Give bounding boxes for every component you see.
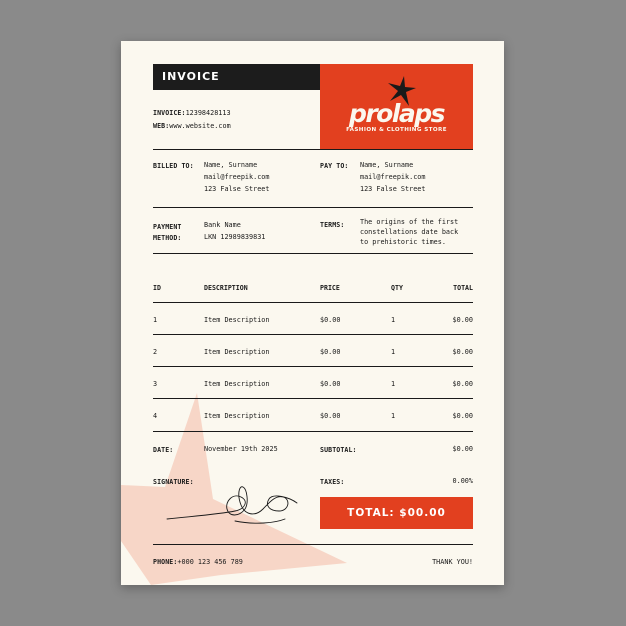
total-label: TOTAL:: [347, 507, 395, 519]
billed-to-email: mail@freepik.com: [204, 173, 270, 181]
terms-line2: constellations date back: [360, 228, 459, 236]
brand-box: [320, 64, 473, 149]
brand-tagline: FASHION & CLOTHING STORE: [346, 127, 447, 133]
row-qty: 1: [391, 412, 396, 420]
row-total: $0.00: [452, 316, 473, 324]
row-qty: 1: [391, 348, 396, 356]
invoice-title: INVOICE: [162, 70, 220, 83]
pay-to-address: 123 False Street: [360, 185, 426, 193]
pay-to-name: Name, Surname: [360, 161, 414, 169]
payment-method-label-line2: METHOD:: [153, 234, 182, 242]
divider: [153, 149, 473, 150]
total-value: $00.00: [399, 507, 446, 519]
terms-line3: to prehistoric times.: [360, 238, 446, 246]
row-id: 3: [153, 380, 158, 388]
pay-to-label: PAY TO:: [320, 162, 349, 170]
website-value: www.website.com: [169, 122, 231, 130]
phone-value: +000 123 456 789: [177, 558, 243, 566]
bank-account: LKN 12989839831: [204, 233, 266, 241]
row-total: $0.00: [452, 348, 473, 356]
invoice-number-label: INVOICE:: [153, 109, 186, 117]
subtotal-value: $0.00: [452, 445, 473, 453]
invoice-number-line: [153, 107, 231, 119]
row-price: $0.00: [320, 380, 341, 388]
signature-label: SIGNATURE:: [153, 478, 194, 486]
col-header-qty: QTY: [391, 284, 403, 292]
signature-scribble: [165, 483, 301, 529]
divider: [153, 253, 473, 254]
billed-to-name: Name, Surname: [204, 161, 258, 169]
date-label: DATE:: [153, 446, 174, 454]
col-header-total: TOTAL: [453, 284, 473, 292]
row-description: Item Description: [204, 348, 270, 356]
taxes-value: 0.00%: [452, 477, 473, 485]
row-description: Item Description: [204, 412, 270, 420]
website-line: [153, 120, 231, 132]
grand-total-box: [320, 497, 473, 529]
payment-method-label-line1: PAYMENT: [153, 223, 182, 231]
divider: [153, 366, 473, 367]
divider: [153, 207, 473, 208]
row-id: 1: [153, 316, 158, 324]
invoice-page: [121, 41, 504, 585]
row-qty: 1: [391, 316, 396, 324]
taxes-label: TAXES:: [320, 478, 345, 486]
col-header-id: ID: [153, 284, 161, 292]
divider: [153, 398, 473, 399]
row-total: $0.00: [452, 380, 473, 388]
phone-label: PHONE:: [153, 558, 178, 566]
divider: [153, 334, 473, 335]
billed-to-address: 123 False Street: [204, 185, 270, 193]
terms-line1: The origins of the first: [360, 218, 459, 226]
brand-logo-name: prolaps: [348, 99, 445, 128]
col-header-description: DESCRIPTION: [204, 284, 248, 292]
thank-you-text: THANK YOU!: [432, 558, 473, 566]
invoice-number: 12398428113: [185, 109, 231, 117]
col-header-price: PRICE: [320, 284, 340, 292]
row-price: $0.00: [320, 316, 341, 324]
bank-name: Bank Name: [204, 221, 241, 229]
subtotal-label: SUBTOTAL:: [320, 446, 357, 454]
divider: [153, 431, 473, 432]
divider: [153, 302, 473, 303]
row-id: 2: [153, 348, 158, 356]
phone-line: [153, 556, 243, 568]
row-description: Item Description: [204, 380, 270, 388]
row-total: $0.00: [452, 412, 473, 420]
billed-to-label: BILLED TO:: [153, 162, 194, 170]
row-price: $0.00: [320, 412, 341, 420]
divider: [153, 544, 473, 545]
row-qty: 1: [391, 380, 396, 388]
terms-label: TERMS:: [320, 221, 345, 229]
row-description: Item Description: [204, 316, 270, 324]
pay-to-email: mail@freepik.com: [360, 173, 426, 181]
date-value: November 19th 2025: [204, 445, 278, 453]
row-price: $0.00: [320, 348, 341, 356]
website-label: WEB:: [153, 122, 170, 130]
row-id: 4: [153, 412, 158, 420]
